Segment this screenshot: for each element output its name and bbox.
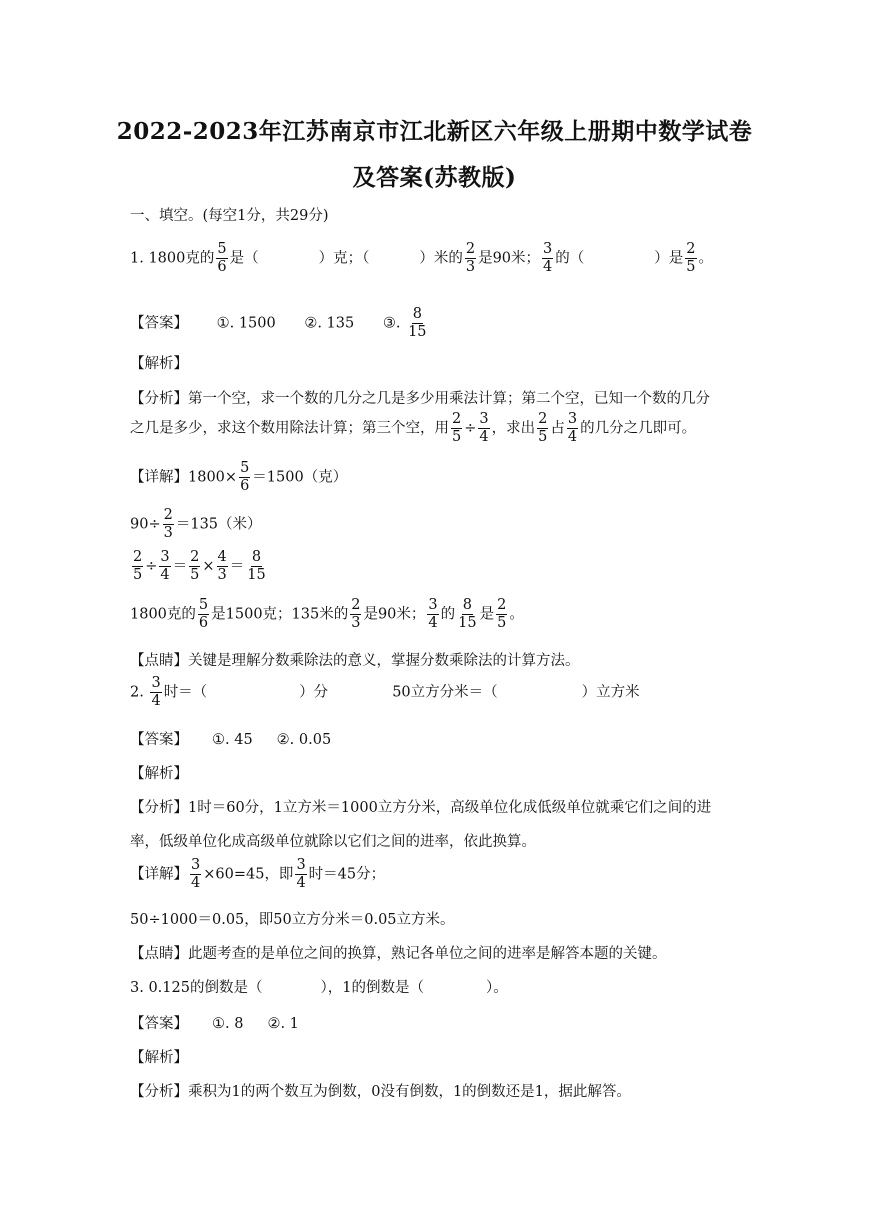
- q1-detail-line3: $\frac{2}{5}$ ÷ $\frac{3}{4}$ ＝ $\frac{2}{5}$ × $\frac{4}{3}$ ＝ $\frac{8}{15}$: [133, 549, 266, 584]
- q1-fenxi-line1: 【分析】第一个空，求一个数的几分之几是多少用乘法计算；第二个空，已知一个数的几分: [130, 391, 710, 407]
- q1-fenxi-line2: 之几是多少，求这个数用除法计算；第三个空，用 $\frac{2}{5}$ ÷ $\frac{3}{4}$ ，求出 $\frac{2}{5}$ 占 $\frac{3}{4}$ 的几分之几即可。: [130, 411, 697, 446]
- title-line-1: 2022-2023年江苏南京市江北新区六年级上册期中数学试卷: [116, 118, 753, 145]
- q1-analysis-label: 【解析】: [130, 356, 188, 372]
- q1-question: 1. 1800克的 $\frac{5}{6}$ 是（ ）克；（ ）米的 $\frac{2}{3}$ 是90米； $\frac{3}{4}$ 的（ ）是 $\frac{2}{5}$ 。: [130, 241, 713, 276]
- q2-analysis-label: 【解析】: [130, 766, 188, 782]
- q2-detail-line1: 【详解】 $\frac{3}{4}$ ×60=45，即 $\frac{3}{4}$ 时＝45分；: [130, 857, 386, 892]
- q2-detail-line2: 50÷1000＝0.05，即50立方分米＝0.05立方米。: [130, 912, 455, 928]
- q2-dianjing: 【点睛】此题考查的是单位之间的换算，熟记各单位之间的进率是解答本题的关键。: [130, 946, 667, 962]
- q3-answer: 【答案】 ①. 8 ②. 1: [130, 1016, 299, 1032]
- fraction-8-15: $\frac{8}{15}$: [408, 306, 427, 341]
- fraction-3-4: $\frac{3}{4}$: [543, 241, 553, 276]
- q2-fenxi-line1: 【分析】1时＝60分，1立方米＝1000立方分米，高级单位化成低级单位就乘它们之间的进: [130, 800, 712, 816]
- q1-dianjing: 【点睛】关键是理解分数乘除法的意义，掌握分数乘除法的计算方法。: [130, 653, 580, 669]
- q2-question: 2. $\frac{3}{4}$ 时＝（ ）分 50立方分米＝（ ）立方米: [130, 675, 640, 710]
- q2-answer: 【答案】 ①. 45 ②. 0.05: [130, 732, 332, 748]
- q3-question: 3. 0.125的倒数是（ ），1的倒数是（ ）。: [130, 980, 508, 996]
- q2-fenxi-line2: 率，低级单位化成高级单位就除以它们之间的进率，依此换算。: [130, 834, 536, 850]
- fraction-2-5: $\frac{2}{5}$: [686, 241, 696, 276]
- q1-detail-line1: 【详解】1800× $\frac{5}{6}$ ＝1500（克）: [130, 460, 348, 495]
- q1-detail-line2: 90÷ $\frac{2}{3}$ ＝135（米）: [130, 507, 262, 542]
- title-line-2: 及答案(苏教版): [352, 164, 517, 191]
- q1-detail-summary: 1800克的 $\frac{5}{6}$ 是1500克；135米的 $\frac{2}{3}$ 是90米； $\frac{3}{4}$ 的 $\frac{8}{15}$ 是 $\frac{2}{5}$ 。: [130, 597, 524, 632]
- section-heading: 一、填空。(每空1分，共29分): [130, 208, 329, 224]
- fraction-2-3: $\frac{2}{3}$: [465, 241, 476, 276]
- fraction-5-6: $\frac{5}{6}$: [217, 241, 227, 276]
- q3-analysis-label: 【解析】: [130, 1050, 188, 1066]
- q3-fenxi: 【分析】乘积为1的两个数互为倒数，0没有倒数，1的倒数还是1，据此解答。: [130, 1084, 631, 1100]
- q1-answer: 【答案】 ①. 1500 ②. 135 ③. $\frac{8}{15}$: [130, 306, 427, 341]
